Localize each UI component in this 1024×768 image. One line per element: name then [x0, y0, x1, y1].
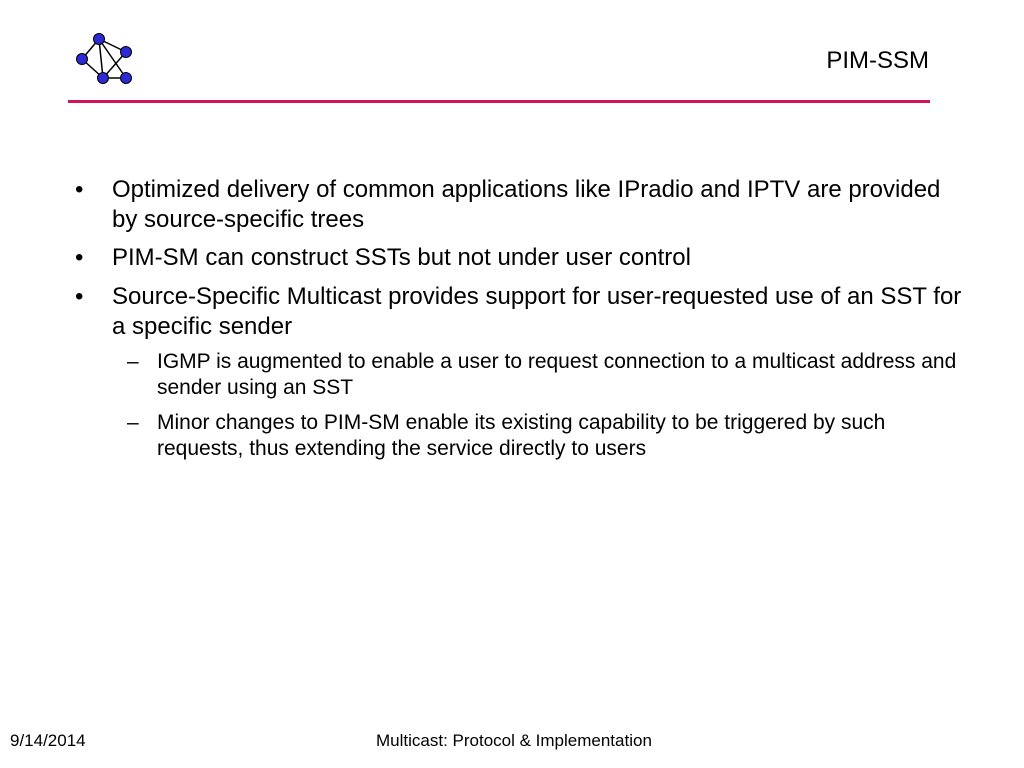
- slide-title: PIM-SSM: [826, 47, 929, 74]
- bullet-item: [75, 282, 962, 342]
- sub-bullet-item: [127, 349, 967, 401]
- sub-bullet-text: IGMP is augmented to enable a user to request connection to a multicast address and sender using an SST: [157, 350, 957, 399]
- bullet-item: [75, 243, 962, 273]
- bullet-text: PIM-SM can construct SSTs but not under user control: [112, 244, 691, 271]
- footer-date: 9/14/2014: [10, 731, 86, 750]
- bullet-text: Optimized delivery of common applications like IPradio and IPTV are provided by source-specific trees: [112, 176, 941, 233]
- sub-bullet-marker: –: [127, 350, 139, 373]
- network-graph-icon: [70, 30, 140, 90]
- bullet-text: Source-Specific Multicast provides support for user-requested use of an SST for a specific sender: [112, 283, 962, 340]
- sub-bullet-item: [127, 410, 967, 462]
- bullet-marker: •: [75, 283, 84, 310]
- bullet-item: [75, 175, 962, 235]
- sub-bullet-text: Minor changes to PIM-SM enable its existing capability to be triggered by such requests, thus extending the service directly to users: [157, 411, 886, 460]
- sub-bullet-marker: –: [127, 411, 139, 434]
- bullet-marker: •: [75, 176, 84, 203]
- bullet-marker: •: [75, 244, 84, 271]
- footer-title: Multicast: Protocol & Implementation: [376, 731, 652, 750]
- title-divider: [68, 100, 930, 103]
